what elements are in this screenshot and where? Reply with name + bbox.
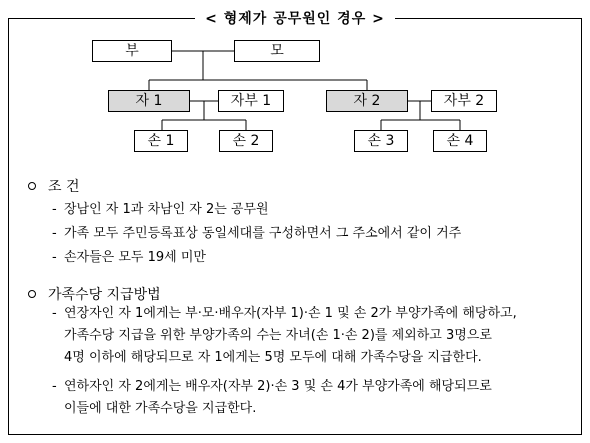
node-grandchild4: 손 4 [433, 130, 487, 152]
conditions-heading [28, 176, 80, 196]
node-grandchild3: 손 3 [354, 130, 408, 152]
condition-item: - 가족 모두 주민등록표상 동일세대를 구성하면서 그 주소에서 같이 거주 [52, 226, 462, 241]
node-child2: 자 2 [326, 90, 408, 112]
method-paragraph-1: - 연장자인 자 1에게는 부·모·배우자(자부 1)·손 1 및 손 2가 부양가족에 해당하고, 가족수당 지급을 위한 부양가족의 수는 자녀(손 1·손 2)를 제외하고 3명으로 4명 이하에 해당되므로 자 1에게는 5명 모두에 대해 가족수당을 지급한다. [52, 306, 517, 365]
conditions-heading-label: 조 건 [48, 179, 80, 195]
page-title: < 형제가 공무원인 경우 > [195, 8, 395, 28]
node-grandchild1: 손 1 [134, 130, 188, 152]
node-spouse2: 자부 2 [431, 90, 497, 112]
node-father: 부 [92, 40, 172, 62]
node-child1: 자 1 [108, 90, 190, 112]
node-mother: 모 [234, 40, 320, 62]
node-spouse1: 자부 1 [218, 90, 284, 112]
node-grandchild2: 손 2 [219, 130, 273, 152]
method-heading [28, 284, 161, 304]
method-paragraph-2: - 연하자인 자 2에게는 배우자(자부 2)·손 3 및 손 4가 부양가족에 해당되므로 이들에 대한 가족수당을 지급한다. [52, 379, 492, 416]
method-heading-label: 가족수당 지급방법 [48, 287, 161, 303]
circle-bullet-icon [28, 182, 36, 190]
condition-item: - 장남인 자 1과 차남인 자 2는 공무원 [52, 202, 269, 217]
condition-item: - 손자들은 모두 19세 미만 [52, 250, 206, 265]
circle-bullet-icon [28, 290, 36, 298]
